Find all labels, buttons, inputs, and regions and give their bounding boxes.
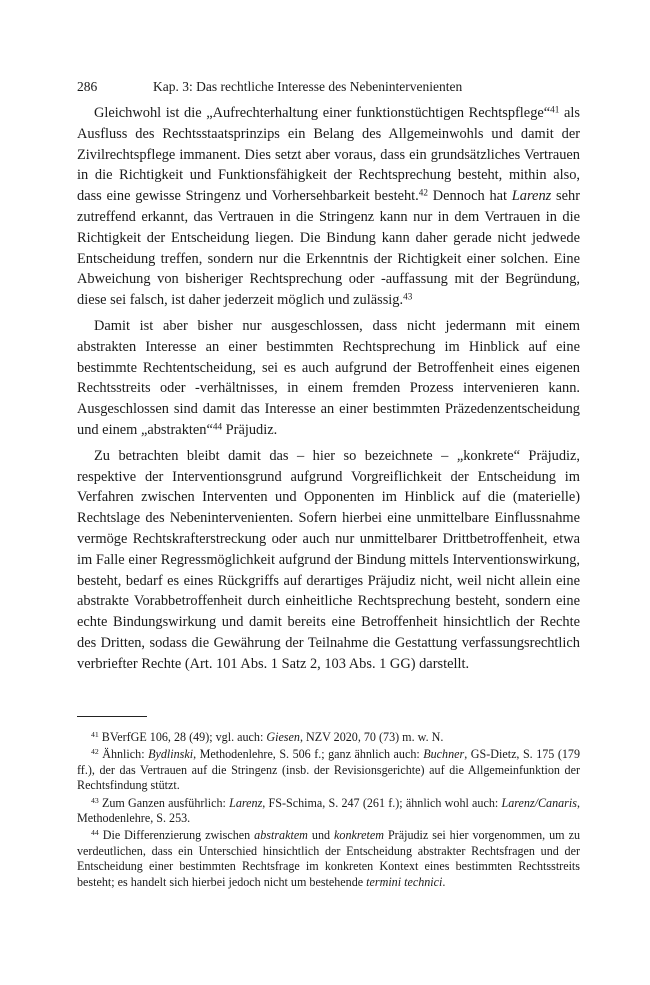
footnote-reference: 44 [212, 421, 223, 432]
main-text [77, 103, 580, 675]
text-run: , GS-Dietz, S. 175 (179 ff.), der das Vertrauen auf die Stringenz (insb. der Revisionsgerichte) auf die Allgemeinfunktion der Rechtsfindung stützt. [77, 747, 581, 793]
italic-text: Larenz [511, 188, 552, 205]
footnote [77, 747, 580, 793]
italic-text: abstraktem [254, 828, 308, 843]
text-run: sehr zutreffend erkannt, das Vertrauen in die Stringenz kann nur in dem Vertrauen in die Richtigkeit der Entscheidung liegen. Die Bindung kann daher gerade nicht jedwede Entscheidung treffen, sondern nur die Erkenntnis der Richtigkeit einer solchen. Eine Abweichung von bisheriger Rechtsprechung oder -auffassung mit der Begründung, diese sei falsch, ist daher jederzeit möglich und zulässig. [77, 188, 580, 309]
footnote-number: 43 [91, 795, 99, 805]
italic-text: termini technici [366, 874, 443, 889]
text-run: Ähnlich: [98, 747, 149, 762]
text-run: Präjudiz sei hier vorgenommen, um zu verdeutlichen, dass ein Unterschied hinsichtlich der Entscheidung abstrakter Rechtsfragen und der Entscheidung einer bestimmten Rechtsfrage im konkreten Kontext eines bestimmten Rechtsstreits besteht; es handelt sich hierbei jedoch nicht um bestehende [77, 828, 580, 889]
text-run: und [307, 828, 335, 843]
text-run: . [442, 874, 446, 889]
text-run: Präjudiz. [222, 421, 278, 438]
italic-text: Giesen [266, 730, 300, 744]
italic-text: Buchner [423, 747, 465, 762]
footnote-number: 44 [91, 828, 99, 838]
paragraph [77, 316, 580, 441]
italic-text: Larenz [229, 795, 263, 810]
text-run: Damit ist aber bisher nur ausgeschlossen, dass nicht jedermann mit einem abstrakten Interesse an einer bestimmten Rechtsprechung im Hinblick auf eine bestimmte Rechtentscheidung, sei es auch aufgrund der Betroffenheit eines eigenen Rechtsstreits oder -verhältnisses, in einem fremden Prozess intervenieren kann. Ausgeschlossen sind damit das Interesse an einer bestimmten Präzedenzentscheidung und einem „abstrakten“ [77, 317, 580, 438]
footnote-number: 41 [91, 730, 99, 740]
running-title: Kap. 3: Das rechtliche Interesse des Nebenintervenienten [153, 79, 463, 94]
text-run: Zum Ganzen ausführlich: [98, 795, 230, 810]
footnotes [77, 730, 580, 892]
text-run: , NZV 2020, 70 (73) m. w. N. [299, 730, 444, 744]
text-run: Die Differenzierung zwischen [98, 828, 255, 843]
footnote-number: 42 [91, 747, 99, 757]
paragraph [77, 446, 580, 675]
text-run: als Ausfluss des Rechtsstaatsprinzips ein Belang des Allgemeinwohls und damit der Zivilrechtspflege immanent. Dies setzt aber voraus, dass ein grundsätzliches Vertrauen in die Richtigkeit und Funktionsfähigkeit der Rechtsprechung besteht, mithin also, dass eine gewisse Stringenz und Vorhersehbarkeit besteht. [77, 105, 580, 205]
footnote [77, 796, 580, 827]
italic-text: Bydlinski [148, 747, 194, 762]
footnote-reference: 41 [550, 104, 560, 115]
footnote-reference: 43 [403, 291, 413, 302]
text-run: , FS-Schima, S. 247 (261 f.); ähnlich wohl auch: [262, 795, 502, 810]
footnote [77, 730, 580, 745]
italic-text: Larenz/Canaris [501, 795, 577, 810]
footnote-separator [77, 716, 147, 717]
text-run: , Methodenlehre, S. 506 f.; ganz ähnlich auch: [193, 747, 424, 762]
text-run: BVerfGE 106, 28 (49); vgl. auch: [98, 730, 267, 744]
italic-text: konkretem [334, 828, 384, 843]
footnote [77, 828, 580, 890]
text-run: Gleichwohl ist die „Aufrechterhaltung einer funktionstüchtigen Rechtspflege“ [94, 105, 551, 121]
running-header [77, 78, 580, 96]
text-run: , Methodenlehre, S. 253. [77, 795, 580, 826]
footnote-reference: 42 [418, 187, 428, 198]
page-number: 286 [77, 79, 98, 94]
text-run: Dennoch hat [427, 188, 512, 205]
text-run: Zu betrachten bleibt damit das – hier so bezeichnete – „konkrete“ Präjudiz, respektive der Interventionsgrund aufgrund Vorgreiflichkeit der Entscheidung im Verfahren zwischen Interventen und Opponenten im Hinblick auf die (materielle) Rechtslage des Nebenintervenienten. Sofern hierbei eine unmittelbare Einflussnahme vermöge Rechtskrafterstreckung oder auch nur unmittelbarer Drittbetroffenheit, etwa im Falle einer Regressmöglichkeit aufgrund der Bindung mittels Interventionswirkung, besteht, bedarf es eines Rückgriffs auf derartiges Präjudiz nicht, weil nicht allein eine abstrakte Vorabbetroffenheit durch einheitliche Rechtsprechung besteht, sondern eine echte Bindungswirkung und damit bereits eine Betroffenheit hinsichtlich der Rechte des Dritten, sodass die Gewährung der Teilnahme die Gestattung verfassungsrechtlich verbriefter Rechte (Art. 101 Abs. 1 Satz 2, 103 Abs. 1 GG) darstellt. [77, 447, 580, 672]
paragraph [77, 103, 580, 311]
